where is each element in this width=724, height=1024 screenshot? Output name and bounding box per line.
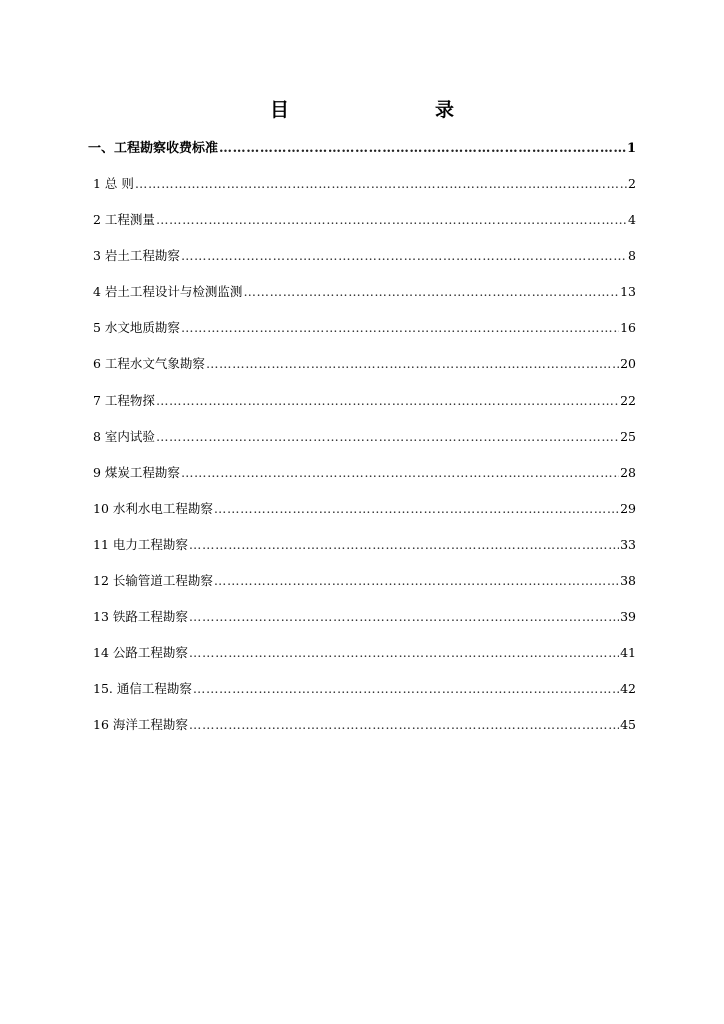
- toc-entry-page: 22: [620, 392, 636, 408]
- toc-entry-page: 38: [620, 573, 636, 589]
- toc-row[interactable]: [88, 680, 636, 698]
- toc-entry-label: 一、工程勘察收费标准: [88, 141, 219, 156]
- toc-entry-label: 8 室内试验: [93, 428, 155, 444]
- toc-entry-label: 9 煤炭工程勘察: [93, 464, 180, 480]
- toc-entry-label: 12 长输管道工程勘察: [93, 573, 213, 589]
- toc-row[interactable]: [88, 355, 636, 373]
- toc-leader-dots: [181, 464, 619, 482]
- toc-entry-label: 6 工程水文气象勘察: [93, 356, 205, 372]
- toc-list: [88, 140, 636, 753]
- toc-entry-label: 1 总 则: [93, 176, 134, 191]
- toc-leader-dots: [189, 644, 619, 662]
- toc-entry-page: 42: [620, 681, 636, 697]
- toc-entry-page: 39: [620, 609, 636, 625]
- toc-leader-dots: [135, 175, 627, 193]
- toc-entry-page: 8: [628, 248, 636, 264]
- toc-leader-dots: [189, 536, 619, 554]
- toc-entry-label: 3 岩土工程勘察: [93, 248, 180, 264]
- toc-row[interactable]: [88, 428, 636, 446]
- toc-row[interactable]: [88, 536, 636, 554]
- toc-entry-label: 5 水文地质勘察: [93, 320, 180, 336]
- toc-leader-dots: [189, 608, 619, 626]
- toc-entry-page: 1: [626, 141, 636, 156]
- toc-row[interactable]: [88, 500, 636, 518]
- toc-entry-page: 16: [620, 320, 636, 336]
- toc-entry-label: 11 电力工程勘察: [93, 536, 188, 552]
- toc-leader-dots: [156, 211, 627, 229]
- toc-heading-row[interactable]: [88, 140, 636, 158]
- toc-entry-page: 29: [620, 500, 636, 516]
- toc-leader-dots: [189, 716, 619, 734]
- toc-leader-dots: [243, 283, 619, 301]
- toc-entry-label: 16 海洋工程勘察: [93, 717, 188, 733]
- toc-row[interactable]: [88, 247, 636, 265]
- toc-entry-page: 20: [620, 356, 636, 372]
- toc-row[interactable]: [88, 175, 636, 193]
- toc-entry-label: 14 公路工程勘察: [93, 645, 188, 661]
- toc-row[interactable]: [88, 608, 636, 626]
- toc-leader-dots: [219, 140, 626, 158]
- toc-row[interactable]: [88, 572, 636, 590]
- toc-entry-label: 10 水利水电工程勘察: [93, 500, 213, 516]
- toc-row[interactable]: [88, 392, 636, 410]
- toc-title: 目 录: [269, 99, 490, 121]
- toc-entry-page: 2: [628, 176, 636, 191]
- toc-entry-label: 4 岩土工程设计与检测监测: [93, 284, 243, 300]
- toc-row[interactable]: [88, 283, 636, 301]
- toc-row[interactable]: [88, 319, 636, 337]
- toc-leader-dots: [206, 355, 619, 373]
- toc-entry-page: 41: [620, 645, 636, 661]
- toc-leader-dots: [214, 572, 619, 590]
- toc-entry-label: 13 铁路工程勘察: [93, 609, 188, 625]
- toc-row[interactable]: [88, 716, 636, 734]
- toc-entry-label: 15. 通信工程勘察: [93, 681, 192, 697]
- toc-leader-dots: [193, 680, 619, 698]
- toc-entry-label: 2 工程测量: [93, 212, 155, 228]
- toc-leader-dots: [181, 319, 619, 337]
- toc-entry-page: 45: [620, 717, 636, 733]
- toc-entry-page: 28: [620, 464, 636, 480]
- toc-entry-label: 7 工程物探: [93, 392, 155, 408]
- toc-entry-page: 13: [620, 284, 636, 300]
- toc-entry-page: 25: [620, 428, 636, 444]
- toc-row[interactable]: [88, 464, 636, 482]
- toc-row[interactable]: [88, 644, 636, 662]
- toc-leader-dots: [214, 500, 619, 518]
- toc-entry-page: 33: [620, 536, 636, 552]
- toc-row[interactable]: [88, 211, 636, 229]
- toc-entry-page: 4: [628, 212, 636, 228]
- toc-leader-dots: [156, 392, 619, 410]
- toc-leader-dots: [156, 428, 619, 446]
- toc-leader-dots: [181, 247, 627, 265]
